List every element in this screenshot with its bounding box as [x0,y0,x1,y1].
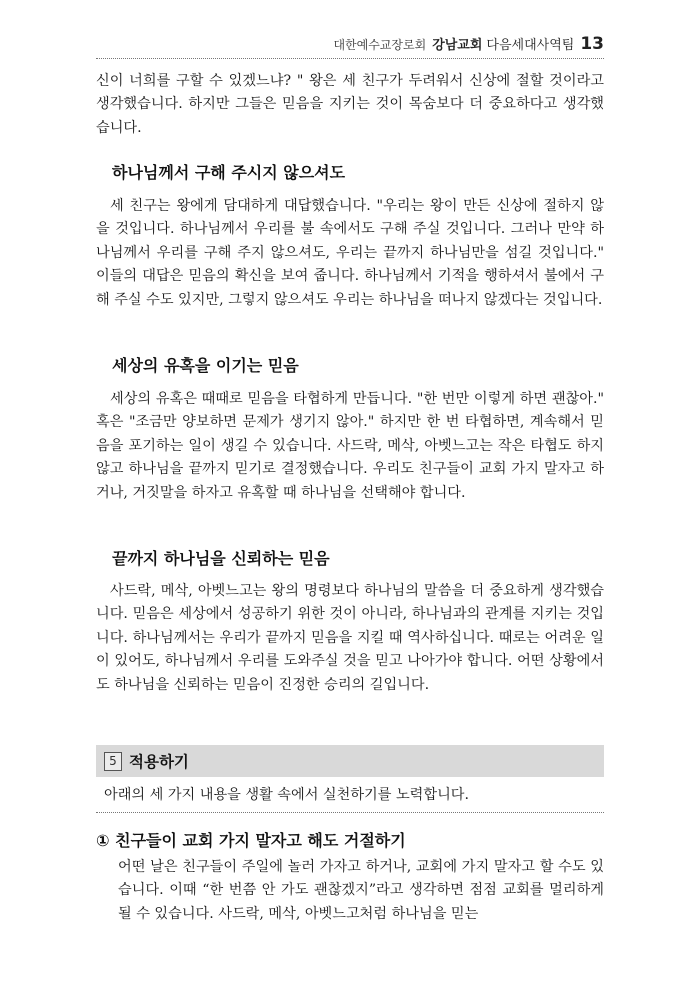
header-divider [96,58,604,59]
paragraph-section-1: 세 친구는 왕에게 담대하게 대답했습니다. "우리는 왕이 만든 신상에 절하지 않을 것입니다. 하나님께서 우리를 불 속에서도 구해 주실 것입니다. 그러나 만약 하나님께서 우리를 구해 주지 않으셔도, 우리는 끝까지 하나님만을 섬길 것입니다." 이들의 대답은 믿음의 확신을 보여 줍니다. 하나님께서 기적을 행하셔서 불에서 구해 주실 수도 있지만, 그렇지 않으셔도 우리는 하나님을 떠나지 않겠다는 것입니다. [96,198,604,308]
paragraph-section-3: 사드락, 메삭, 아벳느고는 왕의 명령보다 하나님의 말씀을 더 중요하게 생각했습니다. 믿음은 세상에서 성공하기 위한 것이 아니라, 하나님과의 관계를 지키는 것입니다. 하나님께서는 우리가 끝까지 믿음을 지킬 때 역사하십니다. 때로는 어려운 일이 있어도, 하나님께서 우리를 도와주실 것을 믿고 나아가야 합니다. 어떤 상황에서도 하나님을 신뢰하는 믿음이 진정한 승리의 길입니다. [96,583,604,693]
header-organization: 대한예수교장로회 [333,38,427,52]
running-header [333,34,604,54]
apply-section-header [96,745,604,777]
apply-section-number: 5 [104,752,122,771]
section-heading-2: 세상의 유혹을 이기는 믿음 [112,356,299,375]
apply-item-1-text: 어떤 날은 친구들이 주일에 놀러 가자고 하거나, 교회에 가지 말자고 할 수도 있습니다. 이때 “한 번쯤 안 가도 괜찮겠지”라고 생각하면 점점 교회를 멀리하게 될 수 있습니다. 사드락, 메삭, 아벳느고처럼 하나님을 믿는 [118,859,604,922]
section-heading-3: 끝까지 하나님을 신뢰하는 믿음 [112,549,330,568]
apply-item-1-title: ① 친구들이 교회 가지 말자고 해도 거절하기 [96,831,406,850]
header-church: 강남교회 [432,38,483,53]
apply-section-title: 적용하기 [129,753,189,771]
page-number: 13 [580,34,604,54]
header-department: 다음세대사역팀 [486,38,575,53]
apply-intro-text: 아래의 세 가지 내용을 생활 속에서 실천하기를 노력합니다. [104,787,470,803]
apply-divider [96,812,604,813]
paragraph-section-2: 세상의 유혹은 때때로 믿음을 타협하게 만듭니다. "한 번만 이렇게 하면 괜찮아." 혹은 "조금만 양보하면 문제가 생기지 않아." 하지만 한 번 타협하면, 계속해서 믿음을 포기하는 일이 생길 수 있습니다. 사드락, 메삭, 아벳느고는 작은 타협도 하지 않고 하나님을 끝까지 믿기로 결정했습니다. 우리도 친구들이 교회 가지 말자고 하거나, 거짓말을 하자고 유혹할 때 하나님을 선택해야 합니다. [96,391,604,501]
section-heading-1: 하나님께서 구해 주시지 않으셔도 [112,163,346,182]
paragraph-continuation: 신이 너희를 구할 수 있겠느냐? " 왕은 세 친구가 두려워서 신상에 절할 것이라고 생각했습니다. 하지만 그들은 믿음을 지키는 것이 목숨보다 더 중요하다고 생각했습니다. [96,73,604,136]
